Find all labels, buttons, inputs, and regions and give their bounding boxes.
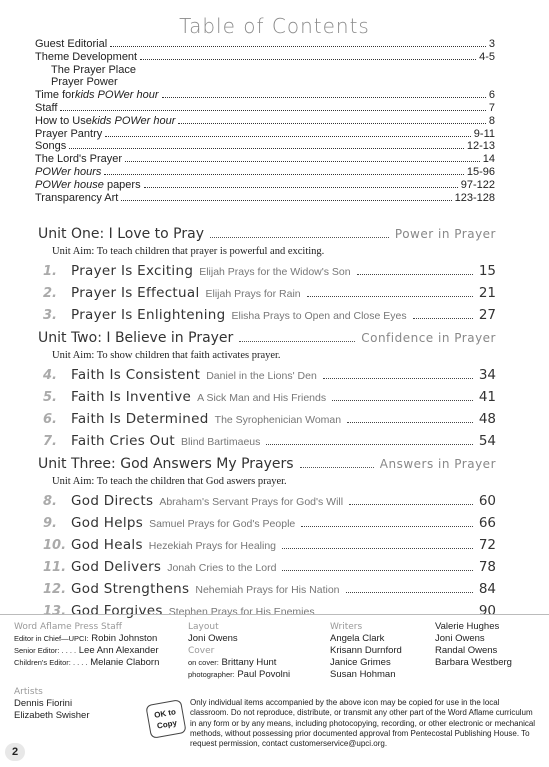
unit-three [38,456,496,625]
credit-name: Krisann Durnford [330,645,402,656]
unit-leader [210,227,389,238]
unit-title: Unit One: I Love to Pray [38,226,204,242]
toc-row[interactable] [35,102,495,115]
writer-credits [330,621,402,681]
lesson-row[interactable] [38,389,496,411]
lesson-row[interactable] [38,433,496,455]
unit-leader [239,331,355,342]
toc-label: Transparency Art [35,191,119,204]
toc-leader [69,140,464,149]
toc-leader [110,38,486,47]
lesson-number: 1. [43,264,57,279]
toc-label: Prayer Power [51,76,118,89]
unit-heading[interactable] [38,456,496,472]
toc-leader [125,153,480,162]
toc-leader [105,128,471,137]
toc-row[interactable] [35,64,495,77]
credit-role: Editor in Chief—UPCI: [14,634,89,643]
credit-name: Randal Owens [435,645,498,656]
writer-credits-2 [435,621,512,669]
lesson-number: 9. [43,516,57,531]
toc-page: 14 [482,153,495,166]
toc-leader [144,179,458,188]
toc-label: The Lord's Prayer [35,153,123,166]
lesson-story: Jonah Cries to the Lord [167,562,277,574]
page-title: Table of Contents [179,14,370,38]
lesson-number: 11. [43,560,67,575]
toc-row[interactable] [35,179,495,192]
credit-name: Joni Owens [435,633,485,644]
credits-heading: Layout [188,622,219,632]
lesson-page: 21 [478,285,496,301]
toc-page: 12-13 [466,140,495,153]
toc-page: 3 [488,38,495,50]
lesson-number: 5. [43,390,57,405]
lesson-row[interactable] [38,515,496,537]
toc-label: Time for [35,89,75,102]
lesson-title: Faith Is Determined [71,411,209,427]
lesson-number: 10. [43,538,67,553]
toc-page: 6 [488,89,495,102]
lesson-story: A Sick Man and His Friends [197,392,327,404]
credit-role: photographer: [188,670,235,679]
lesson-title: God Helps [71,515,144,531]
lesson-number: 6. [43,412,57,427]
lesson-number: 13. [43,604,67,619]
lesson-row[interactable] [38,559,496,581]
ok-to-copy-icon [145,699,186,739]
credit-name: Brittany Hunt [221,657,277,668]
layout-credits [188,621,290,681]
lesson-title: Prayer Is Enlightening [71,307,226,323]
toc-page: 123-128 [454,191,495,204]
lesson-title: God Forgives [71,603,163,619]
lesson-row[interactable] [38,285,496,307]
lesson-story: Nehemiah Prays for His Nation [195,584,340,596]
lesson-leader [357,266,473,275]
toc-row[interactable] [35,51,495,64]
credit-name: Lee Ann Alexander [78,645,159,656]
lesson-leader [332,392,473,401]
lesson-page: 60 [478,493,496,509]
unit-leader [300,457,374,468]
lesson-leader [323,370,473,379]
toc-row[interactable] [35,115,495,128]
lesson-story: Hezekiah Prays for Healing [148,540,277,552]
lesson-row[interactable] [38,263,496,285]
lesson-title: God Delivers [71,559,162,575]
toc-list [35,38,495,204]
page-number: 2 [5,743,25,761]
toc-label-italic: kids POWer hour [74,89,159,102]
toc-row[interactable] [35,89,495,102]
lesson-leader [266,436,472,445]
unit-aim: Unit Aim: To teach the children that God aswers prayer. [52,476,287,487]
credit-name: Susan Hohman [330,669,396,680]
unit-theme: Answers in Prayer [379,457,496,471]
unit-two [38,330,496,455]
lesson-row[interactable] [38,307,496,329]
ok-to-copy-line: Copy [156,718,178,731]
credit-name: Valerie Hughes [435,621,500,632]
credit-name: Melanie Claborn [90,657,160,668]
toc-row[interactable] [35,192,495,205]
lesson-row[interactable] [38,411,496,433]
credit-role: on cover: [188,658,219,667]
toc-page: 97-122 [460,178,495,191]
credit-name: Robin Johnston [91,633,158,644]
credit-name: Barbara Westberg [435,657,512,668]
lesson-title: Faith Is Consistent [71,367,201,383]
lesson-page: 54 [478,433,496,449]
credit-name: Janice Grimes [330,657,391,668]
credits-heading: Cover [188,646,215,656]
lesson-leader [282,562,472,571]
toc-row[interactable] [35,76,495,89]
toc-label: Theme Development [35,50,138,63]
toc-label-italic: POWer house [35,178,104,191]
toc-leader [60,102,485,111]
toc-label-italic: POWer hours [35,165,102,178]
credit-name: Angela Clark [330,633,385,644]
lesson-leader [307,288,473,297]
lesson-story: The Syrophenician Woman [214,414,342,426]
unit-theme: Confidence in Prayer [361,331,496,345]
lesson-page: 27 [478,307,496,323]
credits-heading: Word Aflame Press Staff [14,622,123,632]
credit-name: Joni Owens [188,633,238,644]
lesson-title: God Directs [71,493,154,509]
toc-label: How to Use [35,114,92,127]
unit-one [38,226,496,329]
lesson-page: 48 [478,411,496,427]
lesson-number: 7. [43,434,57,449]
lesson-title: Faith Cries Out [71,433,176,449]
toc-label: papers [103,178,141,191]
toc-label: Songs [35,140,67,153]
lesson-title: Prayer Is Effectual [71,285,200,301]
lesson-page: 41 [478,389,496,405]
unit-title: Unit Three: God Answers My Prayers [38,456,294,472]
lesson-story: Elisha Prays to Open and Close Eyes [231,310,407,322]
toc-label: The Prayer Place [51,63,136,76]
toc-label: Prayer Pantry [35,127,103,140]
lesson-page: 90 [478,603,496,619]
lesson-number: 12. [43,582,67,597]
unit-heading[interactable] [38,330,496,346]
toc-label-italic: kids POWer hour [91,114,176,127]
lesson-story: Stephen Prays for His Enemies [168,606,315,618]
credit-role: Senior Editor: . . . . [14,646,77,655]
lesson-number: 3. [43,308,57,323]
toc-page: 15-96 [466,165,495,178]
toc-page: 9-11 [473,127,495,140]
lesson-page: 66 [478,515,496,531]
lesson-row[interactable] [38,537,496,559]
lesson-leader [301,518,473,527]
toc-row[interactable] [35,153,495,166]
lesson-story: Samuel Prays for God's People [149,518,296,530]
toc-page: 7 [488,101,495,114]
lesson-page: 78 [478,559,496,575]
lesson-number: 4. [43,368,57,383]
unit-heading[interactable] [38,226,496,242]
credits-heading: Artists [14,687,43,697]
lesson-leader [349,496,473,505]
staff-credits [14,621,159,669]
toc-label: Guest Editorial [35,38,108,50]
toc-row[interactable] [35,38,495,51]
ok-to-copy-line: OK to [153,707,177,720]
toc-page: 4-5 [479,50,495,63]
lesson-leader [282,540,473,549]
lesson-row[interactable] [38,367,496,389]
unit-aim: Unit Aim: To teach children that prayer is powerful and exciting. [52,246,325,257]
lesson-page: 15 [478,263,496,279]
credit-name: Elizabeth Swisher [14,710,90,721]
artist-credits [14,686,90,722]
toc-leader [178,115,485,124]
lesson-story: Blind Bartimaeus [181,436,261,448]
credit-role: Children's Editor: . . . . [14,658,88,667]
toc-row[interactable] [35,166,495,179]
lesson-story: Daniel in the Lions' Den [206,370,317,382]
lesson-story: Abraham's Servant Prays for God's Will [159,496,344,508]
lesson-page: 72 [478,537,496,553]
lesson-story: Elijah Prays for Rain [205,288,301,300]
lesson-page: 84 [478,581,496,597]
toc-label: Staff [35,101,58,114]
lesson-page: 34 [478,367,496,383]
credit-name: Dennis Fiorini [14,698,73,709]
lesson-leader [413,310,473,319]
unit-theme: Power in Prayer [394,227,496,241]
toc-leader [104,166,463,175]
lesson-row[interactable] [38,493,496,515]
copyright-notice: Only individual items accompanied by the above icon may be copied for use in the local classroom. Do not reproduce, distribute, or transmit any other part of the Word Aflame curriculum in any form or by any means, including photocopying, recording, or other electronic or mechanical methods, without possessing prior documented approval from Pentecostal Publishing House. To request permission, contact customerservice@upci.org. [190,698,536,749]
credits-heading: Writers [330,622,363,632]
lesson-story: Elijah Prays for the Widow's Son [199,266,351,278]
credit-name: Paul Povolni [237,669,291,680]
lesson-number: 2. [43,286,57,301]
lesson-title: Prayer Is Exciting [71,263,194,279]
lesson-leader [347,414,473,423]
lesson-leader [346,584,473,593]
toc-page: 8 [488,114,495,127]
unit-aim: Unit Aim: To show children that faith activates prayer. [52,350,281,361]
lesson-title: God Strengthens [71,581,190,597]
toc-row[interactable] [35,128,495,141]
credits-divider [0,614,549,615]
unit-title: Unit Two: I Believe in Prayer [38,330,234,346]
lesson-row[interactable] [38,581,496,603]
lesson-title: God Heals [71,537,143,553]
toc-leader [162,89,486,98]
lesson-number: 8. [43,494,57,509]
toc-leader [140,51,476,60]
lesson-title: Faith Is Inventive [71,389,192,405]
toc-leader [121,192,451,201]
toc-row[interactable] [35,140,495,153]
